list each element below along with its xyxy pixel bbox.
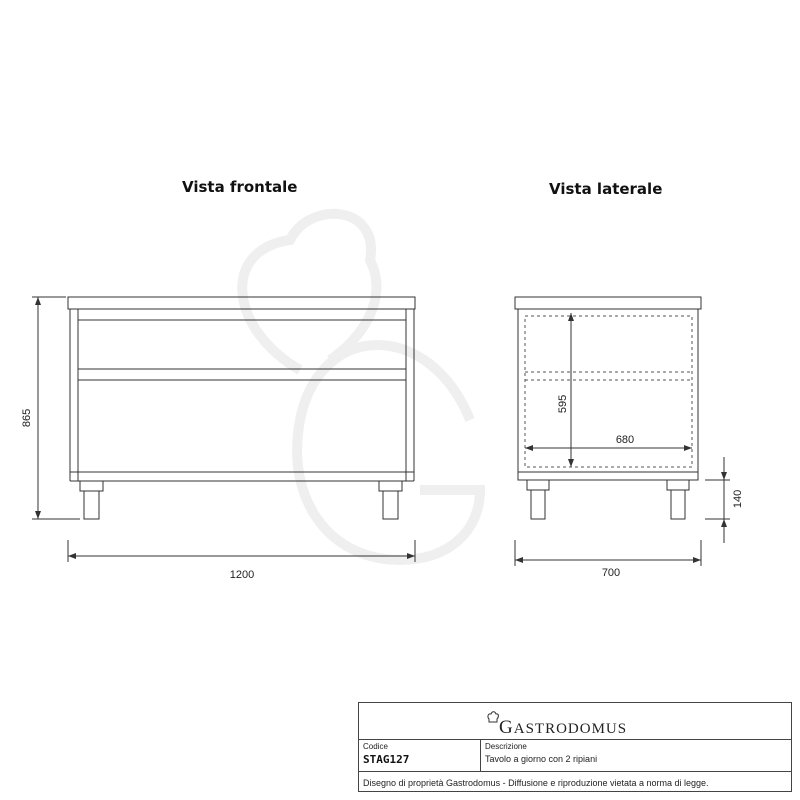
brand-name — [499, 717, 627, 739]
side-inner-outline — [525, 316, 692, 467]
dim-inner-height-595: 595 — [557, 394, 569, 414]
code-label: Codice — [363, 742, 388, 751]
description-label: Descrizione — [485, 742, 527, 751]
brand-rest: ASTRODOMUS — [513, 721, 628, 737]
dim-leg-height-140: 140 — [732, 489, 744, 509]
copyright-note: Disegno di proprietà Gastrodomus - Diffusione e riproduzione vietata a norma di legge. — [363, 778, 709, 788]
title-block-logo-row — [359, 703, 791, 740]
title-block-info-row — [359, 740, 791, 772]
dim-height-865: 865 — [21, 408, 33, 428]
front-view-title: Vista frontale — [182, 178, 298, 196]
side-view-title: Vista laterale — [549, 180, 663, 198]
dim-depth-700: 700 — [601, 567, 621, 579]
side-worktop — [515, 297, 701, 309]
description-value: Tavolo a giorno con 2 ripiani — [485, 754, 598, 764]
side-frame — [518, 309, 698, 480]
dim-inner-depth-680: 680 — [615, 434, 635, 446]
code-cell — [359, 740, 481, 771]
code-value: STAG127 — [363, 753, 410, 766]
dim-width-1200: 1200 — [229, 569, 255, 581]
brand-initial: G — [499, 717, 514, 738]
side-right-foot — [667, 480, 689, 519]
title-block — [358, 702, 792, 792]
chef-hat-icon — [486, 710, 500, 724]
side-left-foot — [527, 480, 549, 519]
description-cell — [481, 740, 791, 771]
